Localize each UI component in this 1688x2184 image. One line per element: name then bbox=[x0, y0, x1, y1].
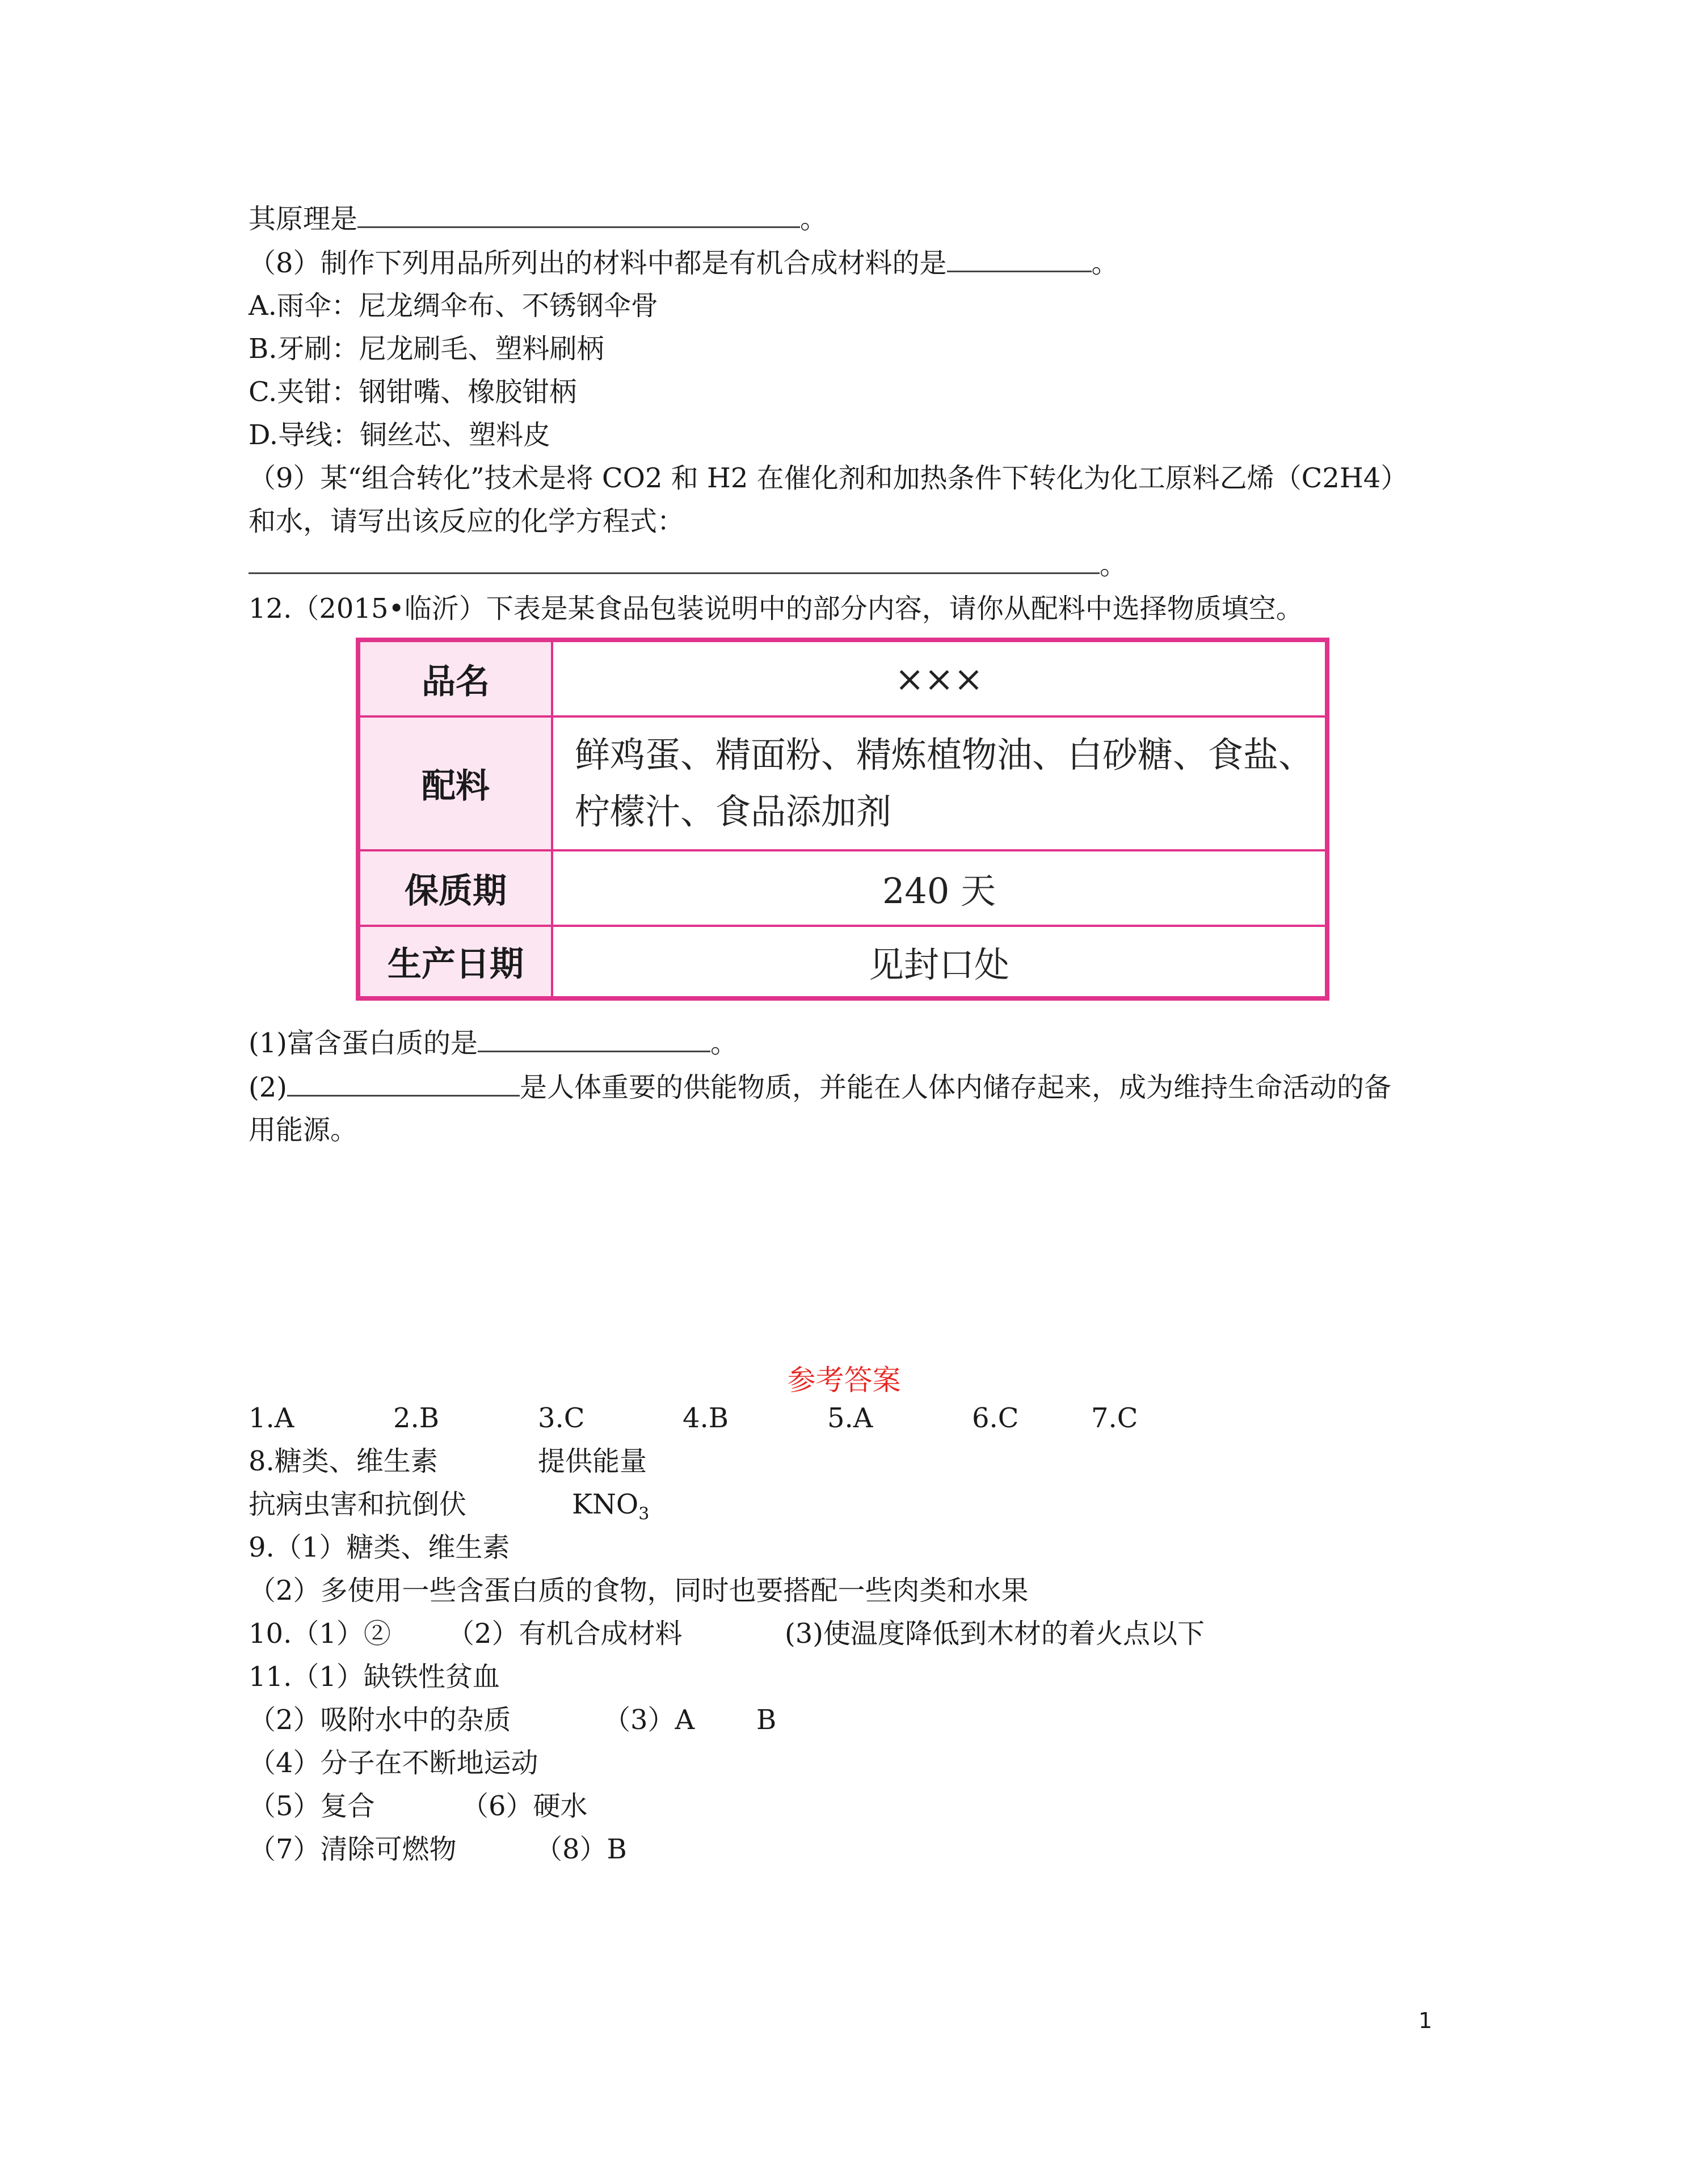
q12-sub2-cont: 用能源。 bbox=[249, 1114, 358, 1146]
answer-8-part1: 8.糖类、维生素 bbox=[249, 1445, 438, 1477]
answer-blank[interactable] bbox=[249, 547, 1100, 574]
q8-option-a: A.雨伞：尼龙绸伞布、不锈钢伞骨 bbox=[249, 290, 658, 322]
q8-option-b: B.牙刷：尼龙刷毛、塑料刷柄 bbox=[249, 333, 604, 365]
answer-10-part1: 10.（1）② bbox=[249, 1618, 391, 1650]
page-number: 1 bbox=[1418, 2008, 1433, 2033]
answer-section-title: 参考答案 bbox=[787, 1364, 901, 1397]
principle-line: 其原理是 。 bbox=[249, 201, 827, 236]
q9-line2: 和水，请写出该反应的化学方程式： bbox=[249, 505, 685, 537]
answer-10-part2: （2）有机合成材料 bbox=[447, 1618, 683, 1650]
table-header-ingredients: 配料 bbox=[360, 718, 553, 851]
answer-7: 7.C bbox=[1091, 1402, 1138, 1434]
table-header-name: 品名 bbox=[360, 642, 553, 718]
answer-11-part2: （2）吸附水中的杂质 bbox=[249, 1704, 511, 1736]
table-value-ingredients: 鲜鸡蛋、精面粉、精炼植物油、白砂糖、食盐、柠檬汁、食品添加剂 bbox=[553, 718, 1325, 851]
answer-11-part6: （6）硬水 bbox=[461, 1790, 588, 1822]
table-value-shelf-life: 240 天 bbox=[553, 851, 1325, 927]
q12-sub1: (1)富含蛋白质的是 。 bbox=[249, 1026, 738, 1060]
answer-9-part2: （2）多使用一些含蛋白质的食物，同时也要搭配一些肉类和水果 bbox=[249, 1575, 1029, 1607]
answer-8-part4: $KNO_3$ bbox=[572, 1489, 650, 1524]
q9-line1: （9）某“组合转化”技术是将 CO2 和 H2 在催化剂和加热条件下转化为化工原料乙烯（C2H4） bbox=[249, 462, 1408, 494]
answer-8-part2: 提供能量 bbox=[538, 1445, 647, 1477]
answer-blank[interactable] bbox=[357, 201, 800, 228]
answer-4: 4.B bbox=[683, 1402, 729, 1434]
q8-question: （8）制作下列用品所列出的材料中都是有机合成材料的是 。 bbox=[249, 246, 1119, 280]
answer-9-part1: 9.（1）糖类、维生素 bbox=[249, 1532, 510, 1563]
answer-11-part3: （3）A bbox=[603, 1704, 695, 1736]
answer-11-part5: （5）复合 bbox=[249, 1790, 375, 1822]
answer-blank[interactable] bbox=[947, 246, 1092, 272]
answer-blank[interactable] bbox=[478, 1026, 710, 1052]
q8-option-d: D.导线：铜丝芯、塑料皮 bbox=[249, 419, 551, 451]
answer-blank[interactable] bbox=[287, 1070, 520, 1097]
answer-11-part3b: B bbox=[756, 1704, 777, 1736]
table-value-production-date: 见封口处 bbox=[868, 943, 1009, 985]
table-value-name: ××× bbox=[553, 642, 1325, 718]
q9-equation-line: 。 bbox=[249, 547, 1127, 582]
table-header-shelf-life: 保质期 bbox=[360, 851, 553, 927]
answer-11-part7: （7）清除可燃物 bbox=[249, 1833, 457, 1865]
answer-11-part8: （8）B bbox=[535, 1833, 627, 1865]
answer-11-part1: 11.（1）缺铁性贫血 bbox=[249, 1661, 500, 1693]
answer-1: 1.A bbox=[249, 1402, 294, 1434]
q12-sub2: (2) 是人体重要的供能物质，并能在人体内储存起来，成为维持生命活动的备 bbox=[249, 1070, 1391, 1104]
answer-2: 2.B bbox=[393, 1402, 440, 1434]
q8-option-c: C.夹钳：钢钳嘴、橡胶钳柄 bbox=[249, 376, 577, 408]
product-info-table bbox=[356, 638, 1329, 1001]
answer-3: 3.C bbox=[538, 1402, 585, 1434]
answer-11-part4: （4）分子在不断地运动 bbox=[249, 1747, 538, 1779]
table-header-production-date: 生产日期 bbox=[360, 927, 553, 996]
answer-8-part3: 抗病虫害和抗倒伏 bbox=[249, 1489, 467, 1520]
answer-5: 5.A bbox=[827, 1402, 873, 1434]
answer-6: 6.C bbox=[972, 1402, 1019, 1434]
answer-10-part3: (3)使温度降低到木材的着火点以下 bbox=[785, 1618, 1205, 1650]
q12-intro: 12.（2015•临沂）下表是某食品包装说明中的部分内容，请你从配料中选择物质填空。 bbox=[249, 593, 1303, 625]
